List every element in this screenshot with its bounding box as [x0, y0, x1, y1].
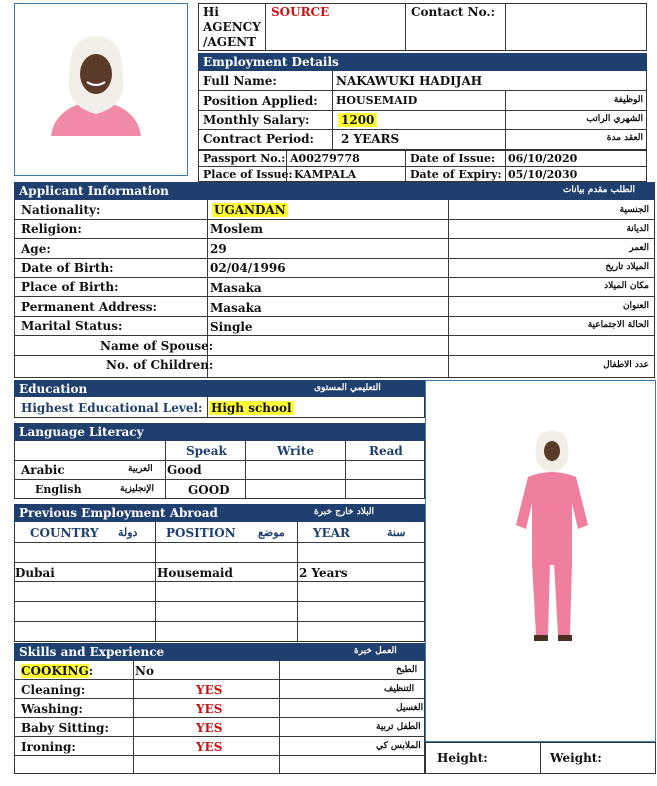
english-arabic: الإنجليزية	[120, 484, 154, 494]
washing-label: Washing:	[21, 702, 83, 716]
prev-position-header: POSITION	[166, 526, 236, 540]
position-arabic: الوظيفة	[613, 95, 643, 105]
nationality-label: Nationality:	[21, 203, 101, 217]
baby-sitting-label: Baby Sitting:	[21, 721, 109, 735]
portrait-photo	[41, 26, 151, 136]
place-issue-value: KAMPALA	[294, 168, 357, 181]
pob-value: Masaka	[210, 281, 262, 295]
ironing-label: Ironing:	[21, 740, 76, 754]
marital-arabic: الحالة الاجتماعية	[587, 320, 649, 330]
contract-arabic: العقد مدة	[606, 133, 643, 143]
education-header: Education التعليمي المستوى	[14, 380, 425, 397]
baby-sitting-value: YES	[196, 721, 223, 735]
marital-label: Marital Status:	[21, 319, 123, 333]
cleaning-label: Cleaning:	[21, 683, 86, 697]
issue-date-label: Date of Issue:	[410, 152, 496, 165]
washing-arabic: الغسيل	[396, 703, 424, 713]
education-level-value: High school	[211, 401, 292, 415]
full-name-value: NAKAWUKI HADIJAH	[336, 74, 483, 88]
prev-position-arabic: موضع	[258, 526, 285, 539]
cleaning-value: YES	[196, 683, 223, 697]
full-body-photo-frame	[425, 380, 656, 742]
spouse-label: Name of Spouse:	[100, 339, 214, 353]
baby-sitting-arabic: الطفل تربية	[376, 722, 421, 732]
prev-row-position: Housemaid	[157, 566, 233, 580]
arabic-speak-value: Good	[167, 463, 202, 477]
skills-header: Skills and Experience العمل خبرة	[14, 643, 425, 661]
weight-label: Weight:	[550, 751, 602, 765]
children-label: No. of Children:	[106, 358, 214, 372]
arabic-arabic: العربية	[128, 464, 153, 474]
prev-row-year: 2 Years	[299, 566, 348, 580]
age-label: Age:	[21, 242, 51, 256]
place-issue-label: Place of Issue:	[203, 168, 293, 181]
passport-label: Passport No.:	[203, 152, 286, 165]
previous-employment-table	[14, 522, 425, 642]
applicant-info-header: Applicant Information الطلب مقدم بيانات	[14, 182, 655, 200]
prev-row-country: Dubai	[15, 566, 55, 580]
language-speak-header: Speak	[186, 444, 227, 458]
position-value: HOUSEMAID	[336, 94, 418, 107]
children-arabic: عدد الاطفال	[603, 360, 649, 370]
position-label: Position Applied:	[203, 94, 318, 108]
language-read-header: Read	[369, 444, 403, 458]
education-level-label: Highest Educational Level:	[21, 401, 203, 415]
religion-label: Religion:	[21, 222, 82, 236]
passport-value: A00279778	[290, 152, 360, 165]
cooking-label-text: COOKING	[21, 664, 89, 678]
prev-year-header: YEAR	[313, 526, 350, 540]
salary-value: 1200	[338, 113, 377, 127]
ironing-arabic: الملابس كي	[376, 741, 421, 751]
expiry-value: 05/10/2030	[508, 168, 578, 181]
nationality-arabic: الجنسية	[619, 205, 649, 215]
nationality-value: UGANDAN	[214, 203, 286, 217]
contract-value: 2 YEARS	[341, 132, 400, 146]
cooking-value: No	[135, 664, 154, 678]
address-value: Masaka	[210, 301, 262, 315]
washing-value: YES	[196, 702, 223, 716]
passport-photo-frame	[14, 3, 188, 176]
arabic-label: Arabic	[21, 463, 65, 477]
employment-details-header: Employment Details	[198, 53, 647, 71]
hi-agency-label: Hi AGENCY /AGENT	[203, 5, 261, 49]
age-arabic: العمر	[629, 243, 649, 253]
cooking-arabic: الطبخ	[396, 665, 418, 675]
english-speak-value: GOOD	[188, 483, 230, 497]
dob-arabic: الميلاد تاريخ	[605, 262, 649, 272]
age-value: 29	[210, 242, 227, 256]
marital-value: Single	[210, 320, 253, 334]
address-label: Permanent Address:	[21, 300, 157, 314]
dob-value: 02/04/1996	[210, 261, 286, 275]
english-label: English	[35, 483, 82, 496]
cooking-label: COOKING:	[21, 664, 94, 678]
salary-arabic: الشهري الراتب	[586, 114, 643, 124]
ironing-value: YES	[196, 740, 223, 754]
salary-label: Monthly Salary:	[203, 113, 310, 127]
prev-year-arabic: سنة	[387, 526, 406, 539]
language-write-header: Write	[277, 444, 314, 458]
pob-label: Place of Birth:	[21, 280, 119, 294]
pob-arabic: مكان الميلاد	[604, 281, 649, 291]
cleaning-arabic: التنظيف	[384, 684, 415, 694]
expiry-label: Date of Expiry:	[410, 168, 502, 181]
full-body-photo	[492, 429, 612, 659]
previous-employment-header: Previous Employment Abroad البلاد خارج خبرة	[14, 504, 425, 522]
language-header: Language Literacy	[14, 423, 425, 441]
religion-arabic: الديانة	[626, 224, 649, 234]
prev-country-header: COUNTRY	[30, 526, 99, 540]
height-label: Height:	[437, 751, 488, 765]
dob-label: Date of Birth:	[21, 261, 114, 275]
issue-date-value: 06/10/2020	[508, 152, 578, 165]
prev-country-arabic: دولة	[118, 526, 138, 539]
religion-value: Moslem	[210, 222, 263, 236]
contact-label: Contact No.:	[411, 5, 495, 19]
contract-label: Contract Period:	[203, 132, 314, 146]
address-arabic: العنوان	[622, 301, 649, 311]
full-name-label: Full Name:	[203, 74, 277, 88]
source-label: SOURCE	[271, 5, 330, 19]
